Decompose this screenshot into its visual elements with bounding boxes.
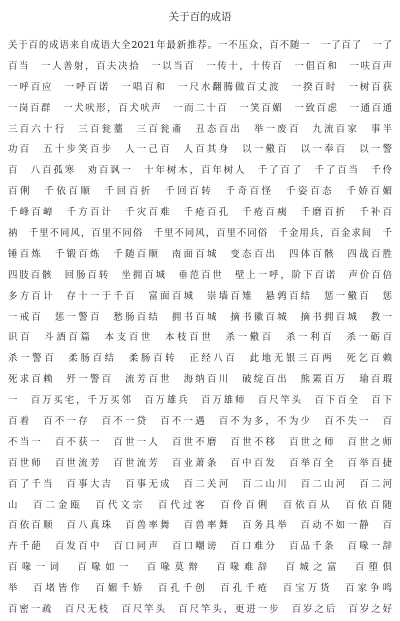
body-line: 关于百的成语来自成语大全2021年最新推荐。一不压众，百不随一 一了百了 一了 — [8, 40, 392, 51]
body-line: 一岗百群 一犬吠形，百犬吠声 一而二十百 一笑百媚 一致百虑 一通百通 — [8, 102, 392, 114]
body-line: 四肢百骸 回肠百转 坐拥百城 垂范百世 壁上一呼，阶下百诺 声价百倍 — [8, 269, 392, 281]
body-line: 百密一疏 百尺无枝 百尺竿头 百尺竿头，更进一步 百岁之后 百岁之好 — [8, 604, 392, 616]
body-line: 百 八百孤寒 劝百讽一 十年树木，百年树人 千了百了 千了百当 千伶 — [8, 165, 392, 177]
body-line: 识百 斗酒百篇 本支百世 本枝百世 杀一儆百 杀一利百 杀一砺百 — [8, 332, 392, 344]
document-body — [8, 36, 392, 621]
body-line: 一戒百 惩一警百 愁肠百结 拥书百城 摘书徽百城 摘书拥百城 教一 — [8, 311, 392, 323]
body-line: 百着 百不一存 百不一贷 百不一遇 百不为多，不为少 百不失一 百 — [8, 416, 392, 428]
body-line: 锤百炼 千锻百炼 千随百顺 南面百城 变态百出 四体百骸 四战百胜 — [8, 248, 392, 260]
body-line: 山 百二金瓯 百代文宗 百代过客 百伶百俐 百依百从 百依百随 — [8, 499, 392, 511]
body-line: 功百 五十步笑百步 人一己百 人百其身 以一儆百 以一奉百 以一警 — [8, 144, 392, 156]
body-line: 三百六十行 三百瓮虀 三百瓮齑 丑态百出 举一废百 九流百家 事半 — [8, 123, 392, 135]
body-line: 死求百赖 歼一警百 流芳百世 海纳百川 破绽百出 熊罴百万 瑜百瑕 — [8, 374, 392, 386]
body-line: 百了千当 百事大吉 百事无成 百二关河 百二山川 百二山河 百二河 — [8, 478, 392, 490]
body-line: 一呼百应 一呼百诺 一唱百和 一尺水翻腾做百丈波 一揆百时 一树百获 — [8, 81, 392, 93]
body-line: 百俐 千依百顺 千回百折 千回百转 千奇百怪 千姿百态 千娇百媚 — [8, 186, 392, 198]
body-line: 杀一警百 柔肠百结 柔肠百转 正经八百 此地无银三百两 死乞百赖 — [8, 353, 392, 365]
body-line: 举 百堵皆作 百媚千娇 百孔千创 百孔千疮 百宝万货 百家争鸣 — [8, 583, 392, 595]
body-line: 百世师 百世流芳 百世流芳 百业萧条 百中百发 百举百全 百举百捷 — [8, 457, 392, 469]
body-line: 百当 一人善射，百夫决拾 一以当百 一传十，十传百 一倡百和 一呋百声 — [8, 60, 392, 72]
body-line: 不当一 百不获一 百世一人 百世不磨 百世不移 百世之师 百世之师 — [8, 436, 392, 448]
body-line: 百依百顺 百八真珠 百兽率舞 百兽率舞 百务具举 百动不如一静 百 — [8, 520, 392, 532]
body-line: 百喙一词 百喙如一 百喙莫辩 百喙难辞 百城之富 百堕俱 — [8, 562, 392, 574]
body-line: 多方百计 存十一于千百 富面百城 崇墙百雉 悬鹑百结 惩一儆百 惩 — [8, 290, 392, 302]
body-line: 一 百万买宅，千万买邻 百万雄兵 百万雄师 百尺竿头 百下百全 百下 — [8, 395, 392, 407]
page-title: 关于百的成语 — [168, 11, 232, 23]
body-line: 卉千葩 百发百中 百口同声 百口嘲谤 百口难分 百品千条 百喙一辞 — [8, 541, 392, 553]
body-line: 千峰百嶂 千方百计 千灾百难 千疮百孔 千疮百痍 千磨百折 千补百 — [8, 207, 392, 219]
body-line: 衲 千里不同风，百里不同俗 千里不同风，百里不同俗 千金用兵，百金求间 千 — [8, 228, 392, 240]
